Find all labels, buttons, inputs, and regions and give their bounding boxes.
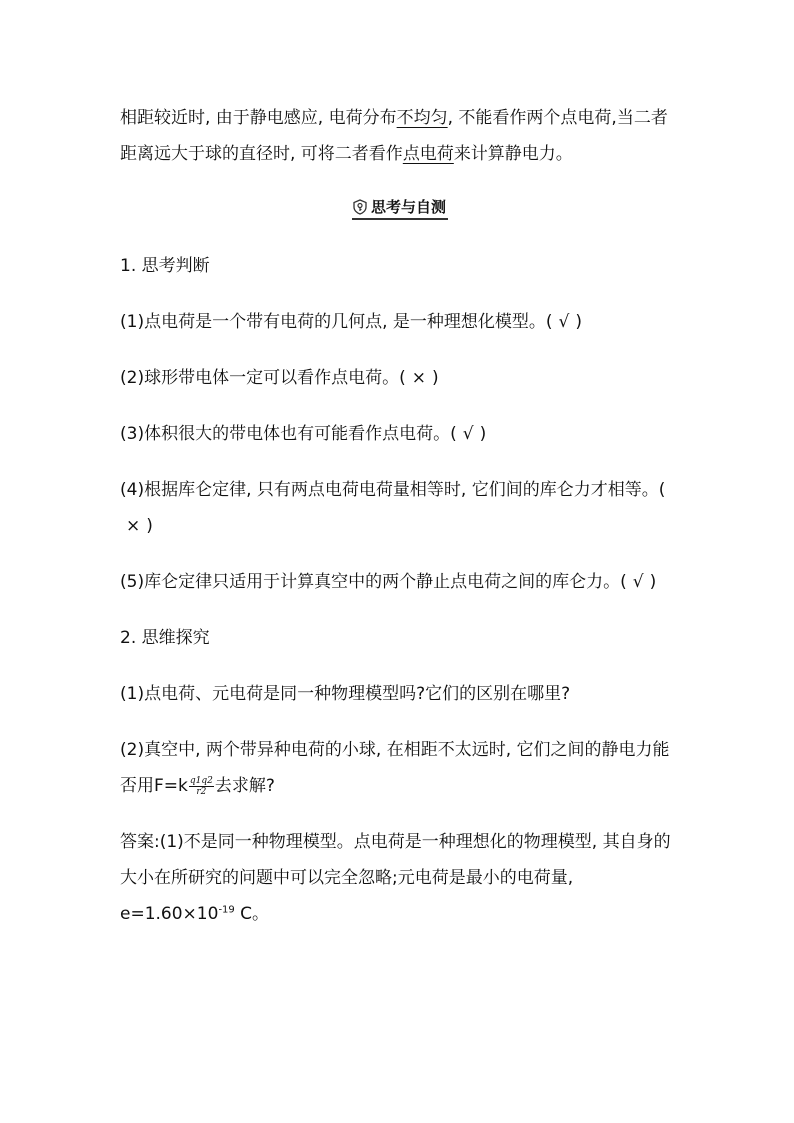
judge-item-text: (3)体积很大的带电体也有可能看作点电荷。( <box>120 424 457 444</box>
section-title: 思考与自测 <box>370 198 446 216</box>
answer-paragraph <box>120 824 680 932</box>
close-paren: ) <box>649 572 657 592</box>
judge-item-text: (5)库仑定律只适用于计算真空中的两个静止点电荷之间的库仑力。( <box>120 572 627 592</box>
close-paren: ) <box>431 368 439 388</box>
question-2-text: (2)真空中, 两个带异种电荷的小球, 在相距不太远时, 它们之间的静电力能否用F=k <box>120 740 670 796</box>
close-paren: ) <box>479 424 487 444</box>
judge-item-text: (2)球形带电体一定可以看作点电荷。( <box>120 368 406 388</box>
answer-unit: C。 <box>234 904 270 924</box>
exponent: -19 <box>218 904 235 916</box>
intro-paragraph <box>120 100 680 172</box>
section-title-box <box>352 196 448 220</box>
judge-item-5 <box>120 564 680 600</box>
cross-mark: × <box>126 516 141 536</box>
answer-text: 答案:(1)不是同一种物理模型。点电荷是一种理想化的物理模型, 其自身的大小在所研究的问题中可以完全忽略;元电荷是最小的电荷量, e=1.60×10 <box>120 832 671 924</box>
key-badge-icon <box>352 199 368 215</box>
judge-item-4 <box>120 472 680 544</box>
close-paren: ) <box>146 516 153 536</box>
explore-question-1: (1)点电荷、元电荷是同一种物理模型吗?它们的区别在哪里? <box>120 684 571 704</box>
intro-underline-1: 不均匀 <box>396 108 448 128</box>
close-paren: ) <box>575 312 583 332</box>
judge-item-2 <box>120 360 680 396</box>
coulomb-fraction <box>189 776 214 797</box>
check-mark: √ <box>558 312 570 332</box>
judge-item-text: (4)根据库仑定律, 只有两点电荷电荷量相等时, 它们间的库仑力才相等。( <box>120 480 666 500</box>
question-2-tail: 去求解? <box>214 776 275 796</box>
explore-question-2 <box>120 732 680 804</box>
intro-text-2: , 不能看作两个点电荷,当二者距离远大于球的直径时, 可将二者看作 <box>120 108 668 164</box>
judge-item-1 <box>120 304 680 340</box>
check-mark: √ <box>462 424 474 444</box>
section-header <box>120 192 680 228</box>
judge-item-text: (1)点电荷是一个带有电荷的几何点, 是一种理想化模型。( <box>120 312 553 332</box>
intro-text-3: 来计算静电力。 <box>453 144 573 164</box>
judge-heading: 1. 思考判断 <box>120 256 210 276</box>
cross-mark: × <box>411 368 426 388</box>
document-body <box>120 100 680 952</box>
explore-heading: 2. 思维探究 <box>120 628 210 648</box>
fraction-numerator: q1q2 <box>189 775 213 786</box>
fraction-denominator: r2 <box>196 786 207 797</box>
judge-item-3 <box>120 416 680 452</box>
intro-text-1: 相距较近时, 由于静电感应, 电荷分布 <box>120 108 397 128</box>
check-mark: √ <box>632 572 644 592</box>
intro-underline-2: 点电荷 <box>402 144 454 164</box>
